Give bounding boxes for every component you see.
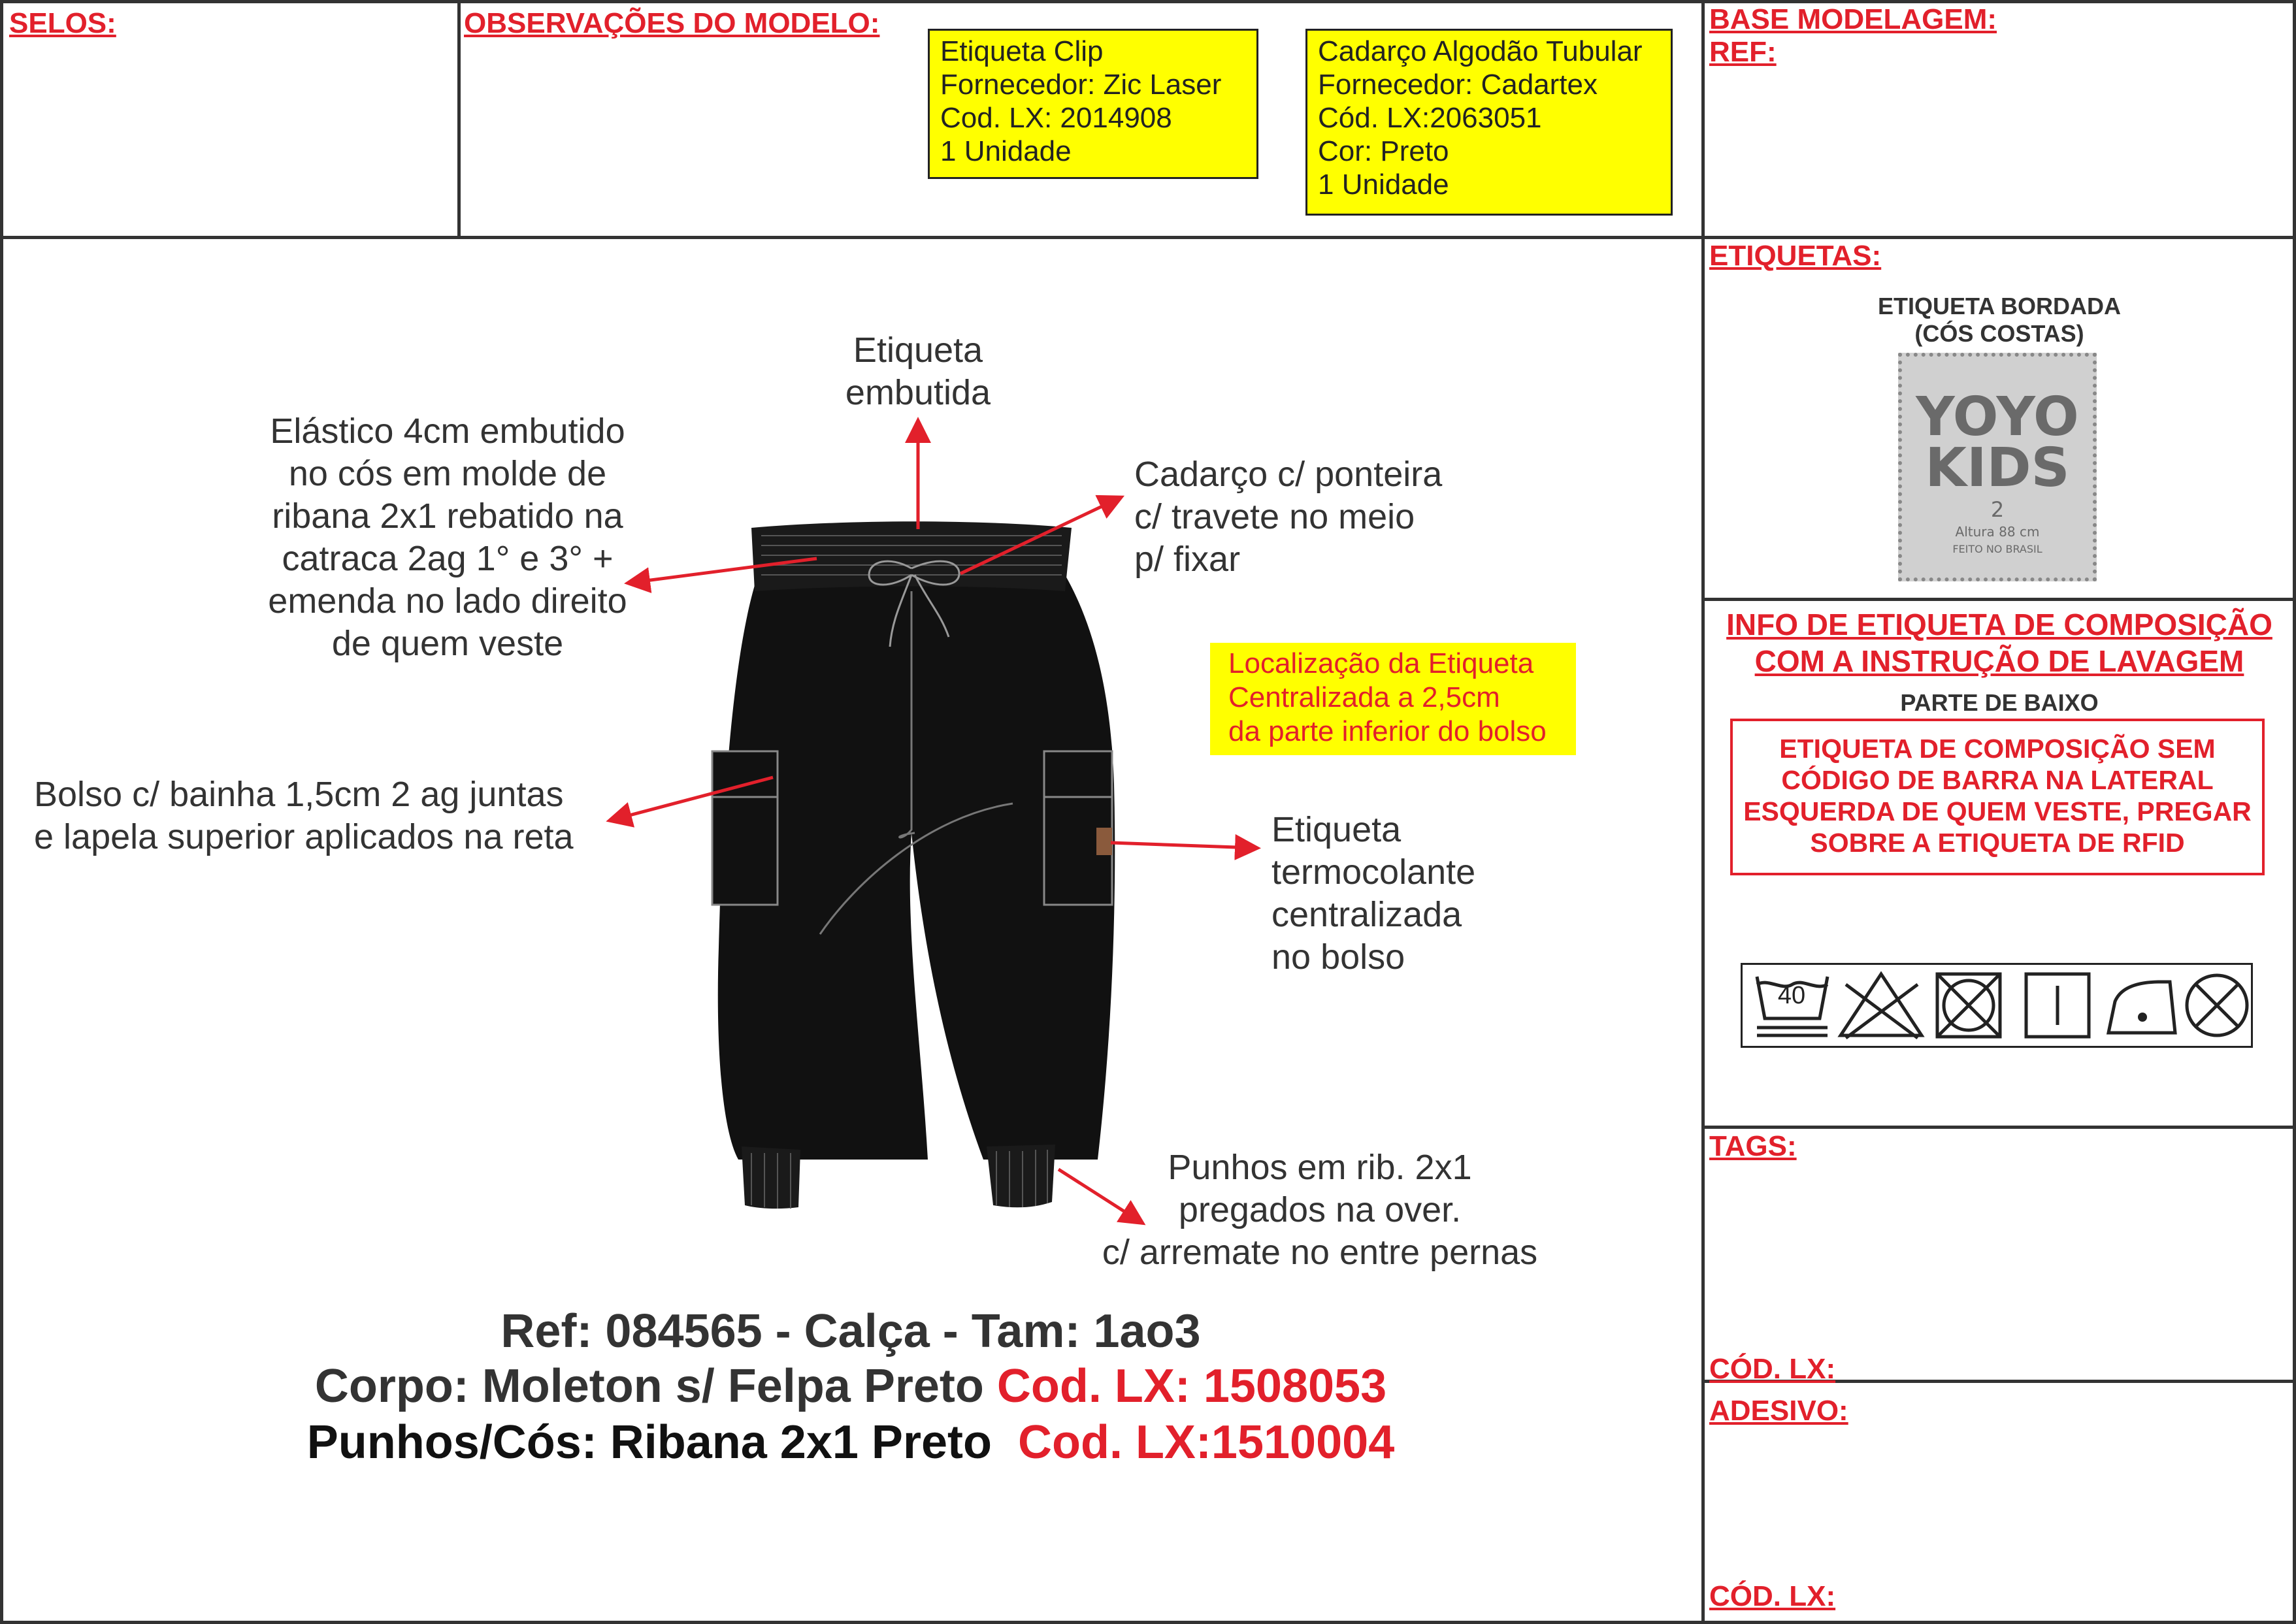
- iron-low-icon: [2108, 982, 2175, 1033]
- cod-lx-tags: CÓD. LX:: [1709, 1353, 1836, 1385]
- label-title: [1703, 293, 2296, 348]
- title-ref: Ref: 084565 - Calça - Tam: 1ao3: [500, 1305, 1201, 1357]
- tags-heading: TAGS:: [1709, 1130, 1797, 1162]
- observacoes-heading: OBSERVAÇÕES DO MODELO:: [464, 7, 880, 39]
- do-not-tumble-dry-icon: [1937, 974, 2000, 1037]
- composicao-line: ESQUERDA DE QUEM VESTE, PREGAR: [1743, 796, 2252, 826]
- title-corpo: [0, 1359, 1701, 1414]
- annotation-line: Etiqueta: [1271, 810, 1402, 849]
- annotation-line: de quem veste: [331, 624, 564, 663]
- title-punhos: [0, 1415, 1701, 1470]
- label-feito: FEITO NO BRASIL: [1952, 543, 2042, 555]
- annotation-termocolante: [1271, 809, 1475, 979]
- title-punhos-code: Cod. LX:1510004: [1017, 1416, 1395, 1469]
- wash-temp: 40: [1777, 982, 1806, 1009]
- note-line: Fornecedor: Cadartex: [1318, 69, 1598, 101]
- label-size: 2: [1990, 497, 2005, 522]
- annotation-line: pregados na over.: [1178, 1190, 1462, 1229]
- note-line: Fornecedor: Zic Laser: [940, 69, 1222, 101]
- annotation-line: no bolso: [1271, 937, 1405, 977]
- note-line: 1 Unidade: [1318, 169, 1449, 201]
- annotation-line: Etiqueta: [853, 331, 983, 370]
- annotation-bolso: [34, 773, 574, 858]
- annotation-line: no cós em molde de: [288, 454, 607, 493]
- annotation-line: c/ arremate no entre pernas: [1102, 1233, 1538, 1272]
- note-line: Cód. LX:2063051: [1318, 102, 1542, 134]
- pocket-label-patch: [1096, 828, 1112, 855]
- annotation-line: e lapela superior aplicados na reta: [34, 817, 574, 856]
- left-pocket: [712, 751, 778, 905]
- annotation-line: catraca 2ag 1° e 3° +: [282, 539, 614, 578]
- label-title-line: ETIQUETA BORDADA: [1878, 293, 2121, 319]
- ref-heading: REF:: [1709, 36, 1777, 68]
- label-title-line: (CÓS COSTAS): [1914, 320, 2084, 347]
- info-heading-line: COM A INSTRUÇÃO DE LAVAGEM: [1754, 644, 2244, 678]
- annotation-line: Punhos em rib. 2x1: [1168, 1148, 1472, 1187]
- selos-heading: SELOS:: [9, 7, 116, 39]
- composicao-line: SOBRE A ETIQUETA DE RFID: [1810, 828, 2185, 858]
- note-line: 1 Unidade: [940, 135, 1072, 167]
- title-corpo-text: Corpo: Moleton s/ Felpa Preto: [314, 1360, 997, 1412]
- waistband: [751, 521, 1072, 591]
- annotation-line: ribana 2x1 rebatido na: [272, 496, 623, 536]
- annotation-etiqueta-embutida: [784, 329, 1052, 414]
- embroidered-label: [1898, 353, 2097, 581]
- annotation-line: Bolso c/ bainha 1,5cm 2 ag juntas: [34, 775, 564, 814]
- cod-lx-adesivo: CÓD. LX:: [1709, 1580, 1836, 1612]
- do-not-dry-clean-icon: [2187, 975, 2247, 1035]
- annotation-line: Elástico 4cm embutido: [270, 412, 625, 451]
- line-dry-icon: [2026, 974, 2089, 1037]
- note-line: Cod. LX: 2014908: [940, 102, 1172, 134]
- annotation-line: Centralizada a 2,5cm: [1228, 681, 1500, 713]
- annotation-line: embutida: [845, 373, 991, 412]
- label-altura: Altura 88 cm: [1955, 524, 2040, 540]
- info-composicao-heading: [1703, 606, 2296, 679]
- note-line: Cadarço Algodão Tubular: [1318, 35, 1643, 67]
- annotation-line: centralizada: [1271, 895, 1462, 934]
- annotation-punhos: [1072, 1146, 1568, 1274]
- title-corpo-code: Cod. LX: 1508053: [996, 1360, 1387, 1412]
- do-not-bleach-icon: [1841, 974, 1922, 1038]
- adesivo-heading: ADESIVO:: [1709, 1395, 1848, 1427]
- label-brand-bottom: KIDS: [1925, 437, 2070, 499]
- title-punhos-text: Punhos/Cós: Ribana 2x1 Preto: [306, 1416, 1018, 1469]
- annotation-line: emenda no lado direito: [268, 581, 627, 621]
- info-heading-line: INFO DE ETIQUETA DE COMPOSIÇÃO: [1726, 608, 2272, 641]
- divider-sidebar-1: [1703, 598, 2296, 601]
- parte-de-baixo: PARTE DE BAIXO: [1900, 689, 2099, 716]
- iron-dot: [2138, 1013, 2147, 1022]
- base-modelagem-heading: BASE MODELAGEM:: [1709, 3, 1997, 35]
- annotation-line: c/ travete no meio: [1134, 497, 1415, 536]
- annotation-line: p/ fixar: [1134, 540, 1241, 579]
- label-brand-top: YOYO: [1916, 386, 2079, 448]
- note-line: Cor: Preto: [1318, 135, 1449, 167]
- composicao-box: [1730, 719, 2265, 875]
- annotation-elastico: [216, 410, 680, 665]
- divider-sidebar-2: [1703, 1126, 2296, 1129]
- annotation-localizacao: [1210, 643, 1576, 755]
- etiquetas-heading: ETIQUETAS:: [1709, 240, 1882, 272]
- annotation-cadarco: [1134, 453, 1442, 581]
- left-cuff: [742, 1146, 800, 1209]
- annotation-line: Cadarço c/ ponteira: [1134, 455, 1443, 494]
- note-line: Etiqueta Clip: [940, 35, 1104, 67]
- composicao-line: ETIQUETA DE COMPOSIÇÃO SEM: [1779, 734, 2216, 764]
- annotation-line: da parte inferior do bolso: [1228, 715, 1547, 747]
- composicao-line: CÓDIGO DE BARRA NA LATERAL: [1781, 765, 2214, 795]
- annotation-line: termocolante: [1271, 853, 1476, 892]
- annotation-line: Localização da Etiqueta: [1228, 647, 1534, 679]
